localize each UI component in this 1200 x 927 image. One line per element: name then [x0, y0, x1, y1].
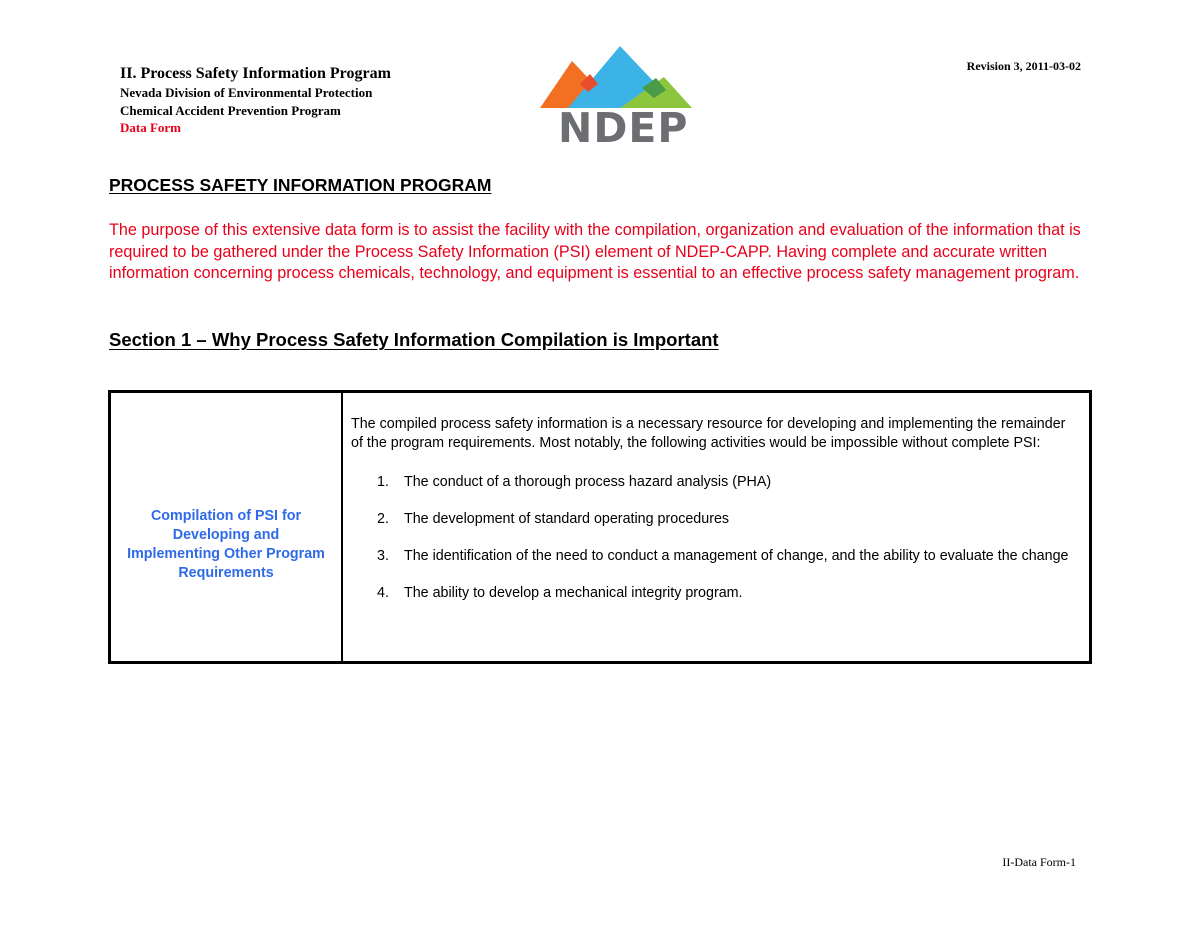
list-item	[351, 584, 1071, 603]
ndep-logo	[538, 44, 698, 152]
purpose-paragraph: The purpose of this extensive data form is to assist the facility with the compilation, organization and evaluation of the information that is required to be gathered under the Process Safety Information (PSI) element of NDEP-CAPP. Having complete and accurate written information concerning process chemicals, technology, and equipment is essential to an effective process safety management program.	[109, 221, 1081, 282]
header-division: Nevada Division of Environmental Protection	[120, 85, 373, 100]
page-title: PROCESS SAFETY INFORMATION PROGRAM	[109, 175, 492, 195]
list-item-number: 1.	[377, 474, 389, 490]
revision-label: Revision 3, 2011-03-02	[966, 59, 1081, 73]
header-program: Chemical Accident Prevention Program	[120, 102, 341, 118]
table-right-cell	[343, 393, 1089, 661]
psi-table	[108, 390, 1092, 664]
list-item	[351, 473, 1071, 492]
header-form-type: Data Form	[120, 120, 182, 135]
table-intro: The compiled process safety information is a necessary resource for developing and implementing the remainder of the program requirements. Most notably, the following activities would be impossible without complete PSI:	[351, 416, 1066, 451]
list-item-text: The development of standard operating procedures	[404, 511, 730, 527]
list-item-text: The ability to develop a mechanical integrity program.	[404, 585, 743, 601]
list-item-text: The conduct of a thorough process hazard analysis (PHA)	[404, 474, 772, 490]
document-header	[120, 64, 391, 137]
list-item-number: 4.	[377, 585, 389, 601]
list-item-number: 3.	[377, 548, 389, 564]
psi-activity-list	[351, 473, 1071, 603]
list-item-text: The identification of the need to conduct a management of change, and the ability to evaluate the change	[404, 548, 1069, 564]
list-item-number: 2.	[377, 511, 389, 527]
header-title: II. Process Safety Information Program	[120, 65, 391, 82]
logo-text: NDEP	[558, 104, 689, 152]
table-left-label: Compilation of PSI for Developing and Implementing Other Program Requirements	[127, 508, 325, 581]
page-footer-label: II-Data Form-1	[1002, 855, 1076, 869]
section-heading: Section 1 – Why Process Safety Information Compilation is Important	[109, 329, 719, 350]
list-item	[351, 510, 1071, 529]
table-left-cell	[111, 393, 343, 661]
list-item	[351, 547, 1071, 566]
